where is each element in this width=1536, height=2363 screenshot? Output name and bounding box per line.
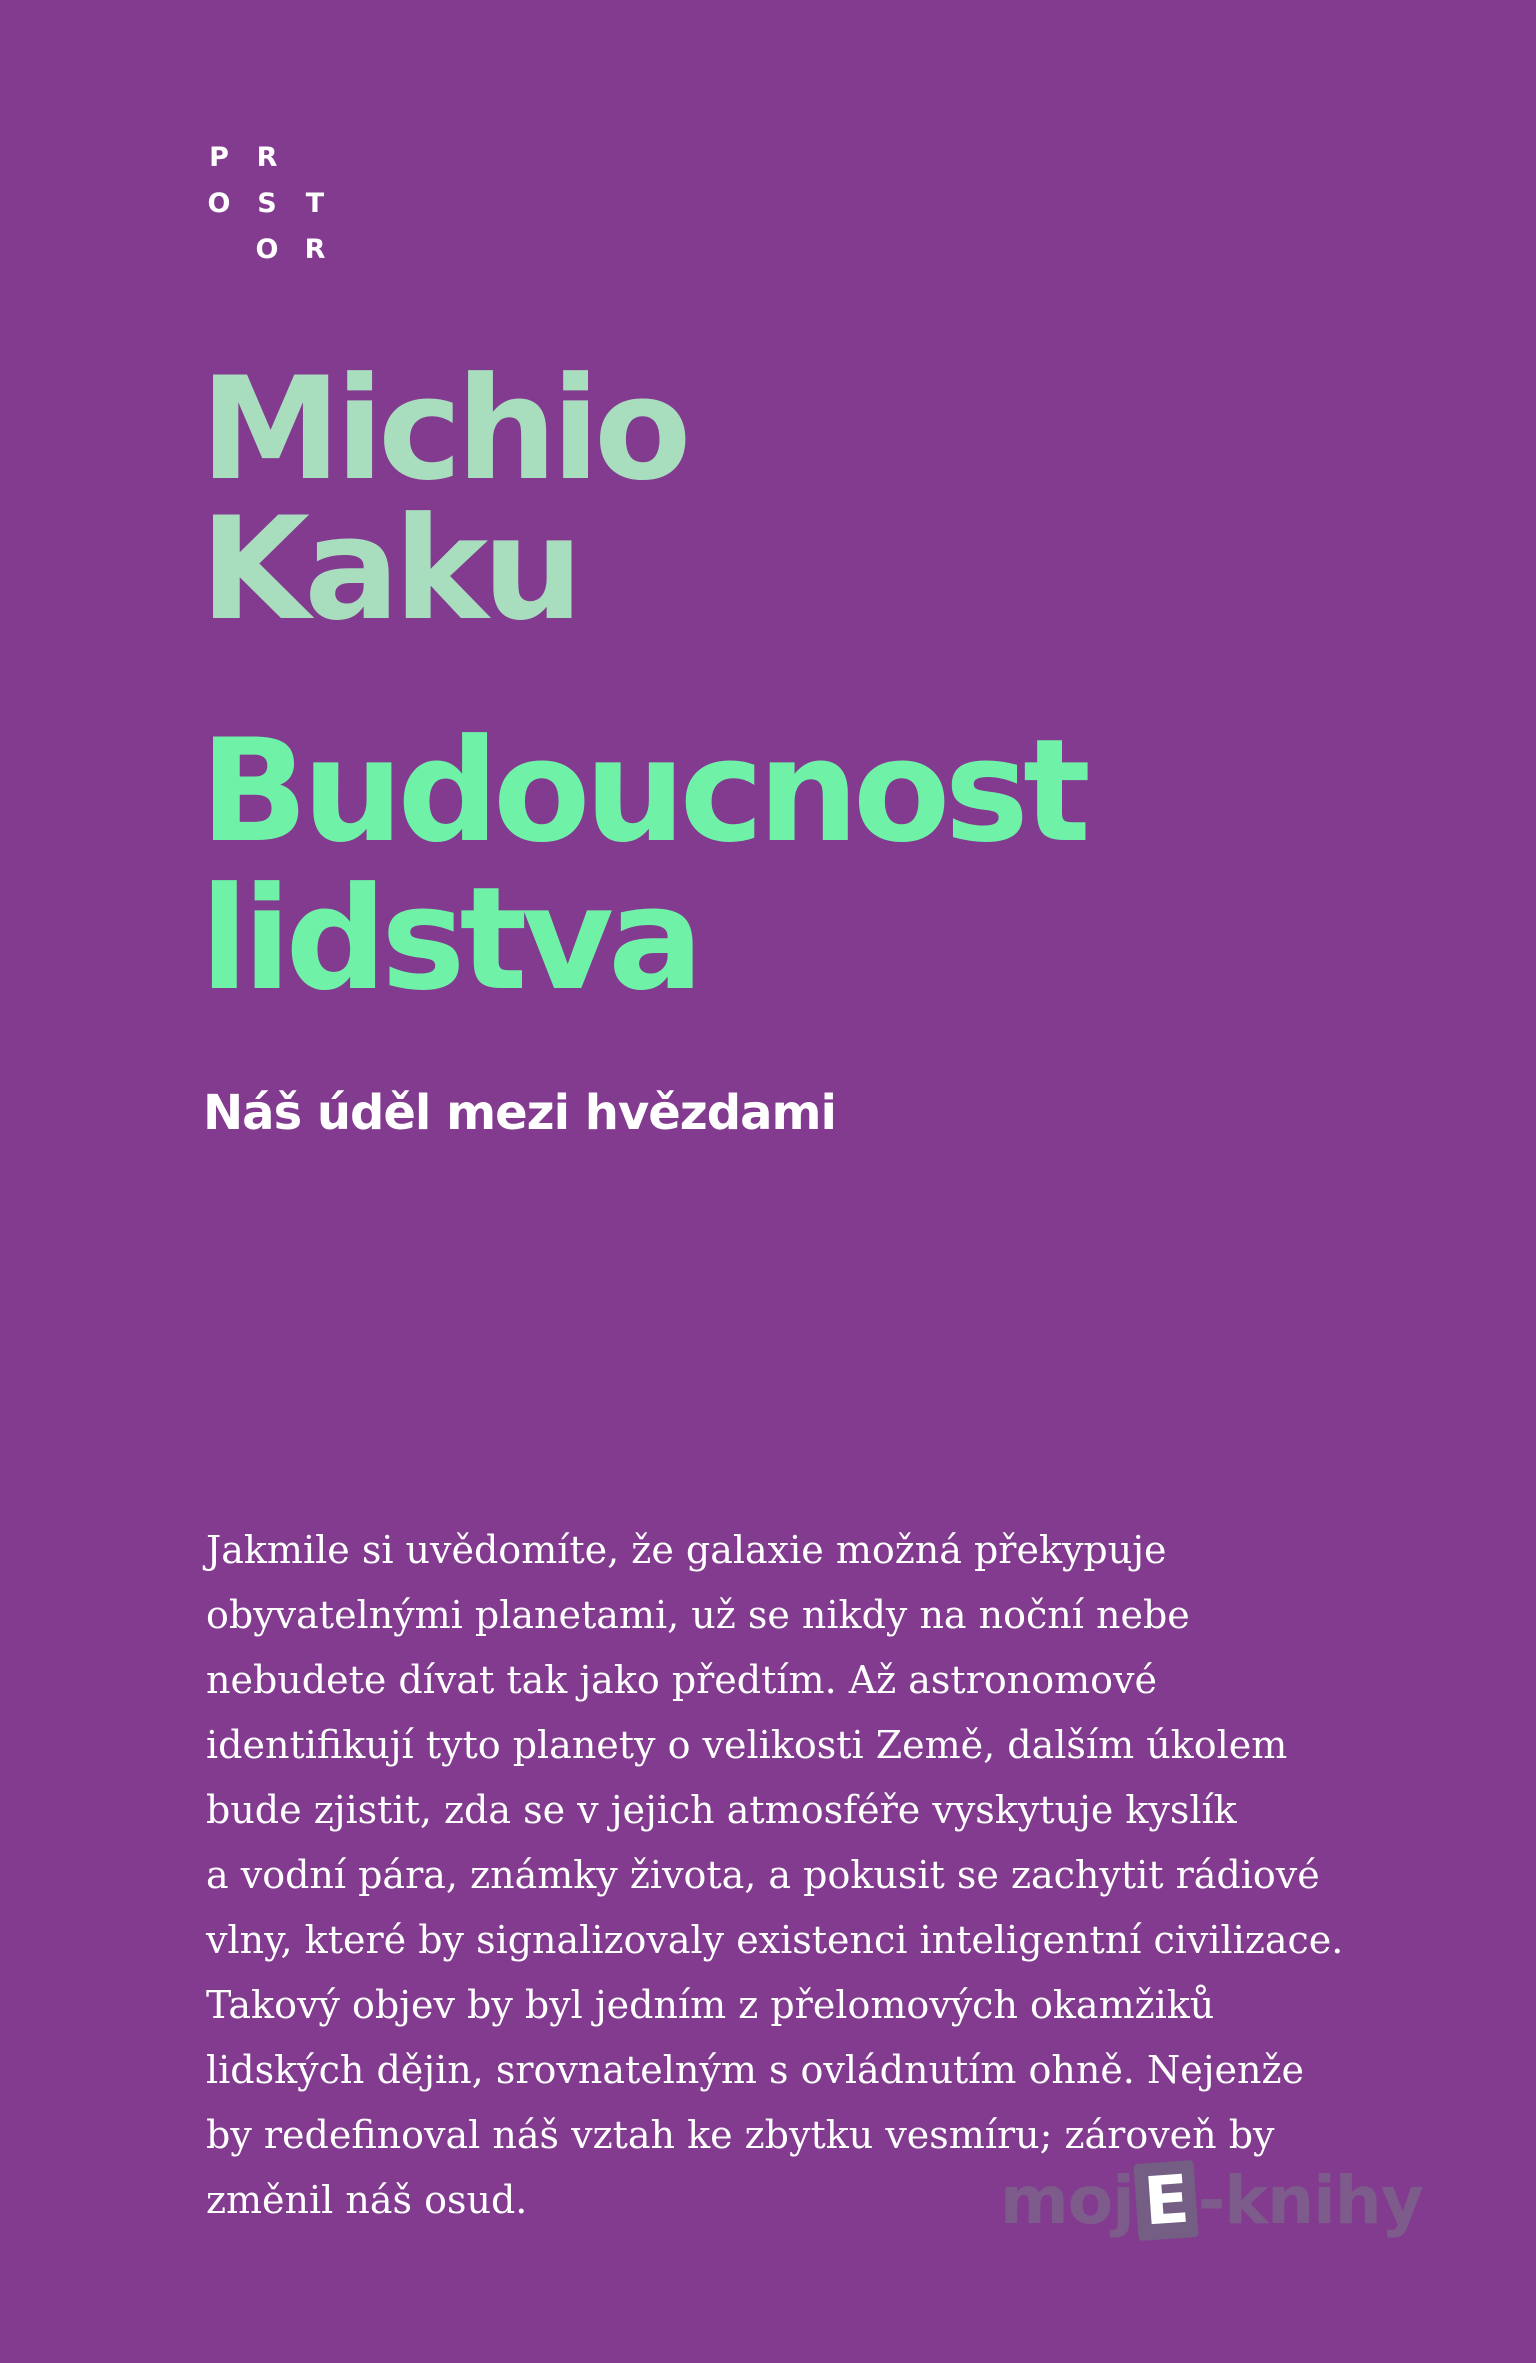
watermark-text-end: -knihy — [1197, 2162, 1423, 2239]
blurb-line: Takový objev by byl jedním z přelomových okamžiků — [206, 1983, 1215, 2027]
blurb-line: lidských dějin, srovnatelným s ovládnutím ohně. Nejenže — [206, 2048, 1304, 2092]
book-title — [200, 709, 1085, 1022]
blurb-line: by redefinoval náš vztah ke zbytku vesmíru; zároveň by — [206, 2113, 1275, 2157]
blurb-line: změnil náš osud. — [206, 2178, 528, 2222]
blurb-line: Jakmile si uvědomíte, že galaxie možná překypuje — [206, 1528, 1167, 1572]
logo-letter: S — [257, 188, 277, 219]
logo-letter: O — [207, 188, 231, 219]
logo-letter: T — [305, 188, 325, 219]
watermark-text-start: moj — [1000, 2162, 1134, 2239]
author-name — [200, 347, 686, 652]
author-line-2: Kaku — [200, 487, 578, 652]
blurb-line: identifikují tyto planety o velikosti Země, dalším úkolem — [206, 1723, 1288, 1767]
publisher-logo — [204, 142, 324, 272]
blurb-text — [206, 1518, 1406, 2233]
author-line-1: Michio — [200, 347, 686, 512]
blurb-line: vlny, které by signalizovaly existenci inteligentní civilizace. — [206, 1918, 1344, 1962]
logo-letter: O — [255, 234, 279, 265]
blurb-line: obyvatelnými planetami, už se nikdy na noční nebe — [206, 1593, 1190, 1637]
blurb-line: a vodní pára, známky života, a pokusit se zachytit rádiové — [206, 1853, 1320, 1897]
book-subtitle: Náš úděl mezi hvězdami — [203, 1085, 836, 1141]
title-line-1: Budoucnost — [200, 709, 1085, 874]
logo-letter: R — [256, 142, 278, 173]
blurb-line: bude zjistit, zda se v jejich atmosféře vyskytuje kyslík — [206, 1788, 1237, 1832]
blurb-line: nebudete dívat tak jako předtím. Až astronomové — [206, 1658, 1157, 1702]
watermark-book-icon: E — [1133, 2160, 1198, 2241]
watermark-logo — [1000, 2162, 1423, 2239]
logo-letter: P — [209, 142, 229, 173]
logo-letter: R — [304, 234, 326, 265]
title-line-2: lidstva — [200, 857, 698, 1022]
